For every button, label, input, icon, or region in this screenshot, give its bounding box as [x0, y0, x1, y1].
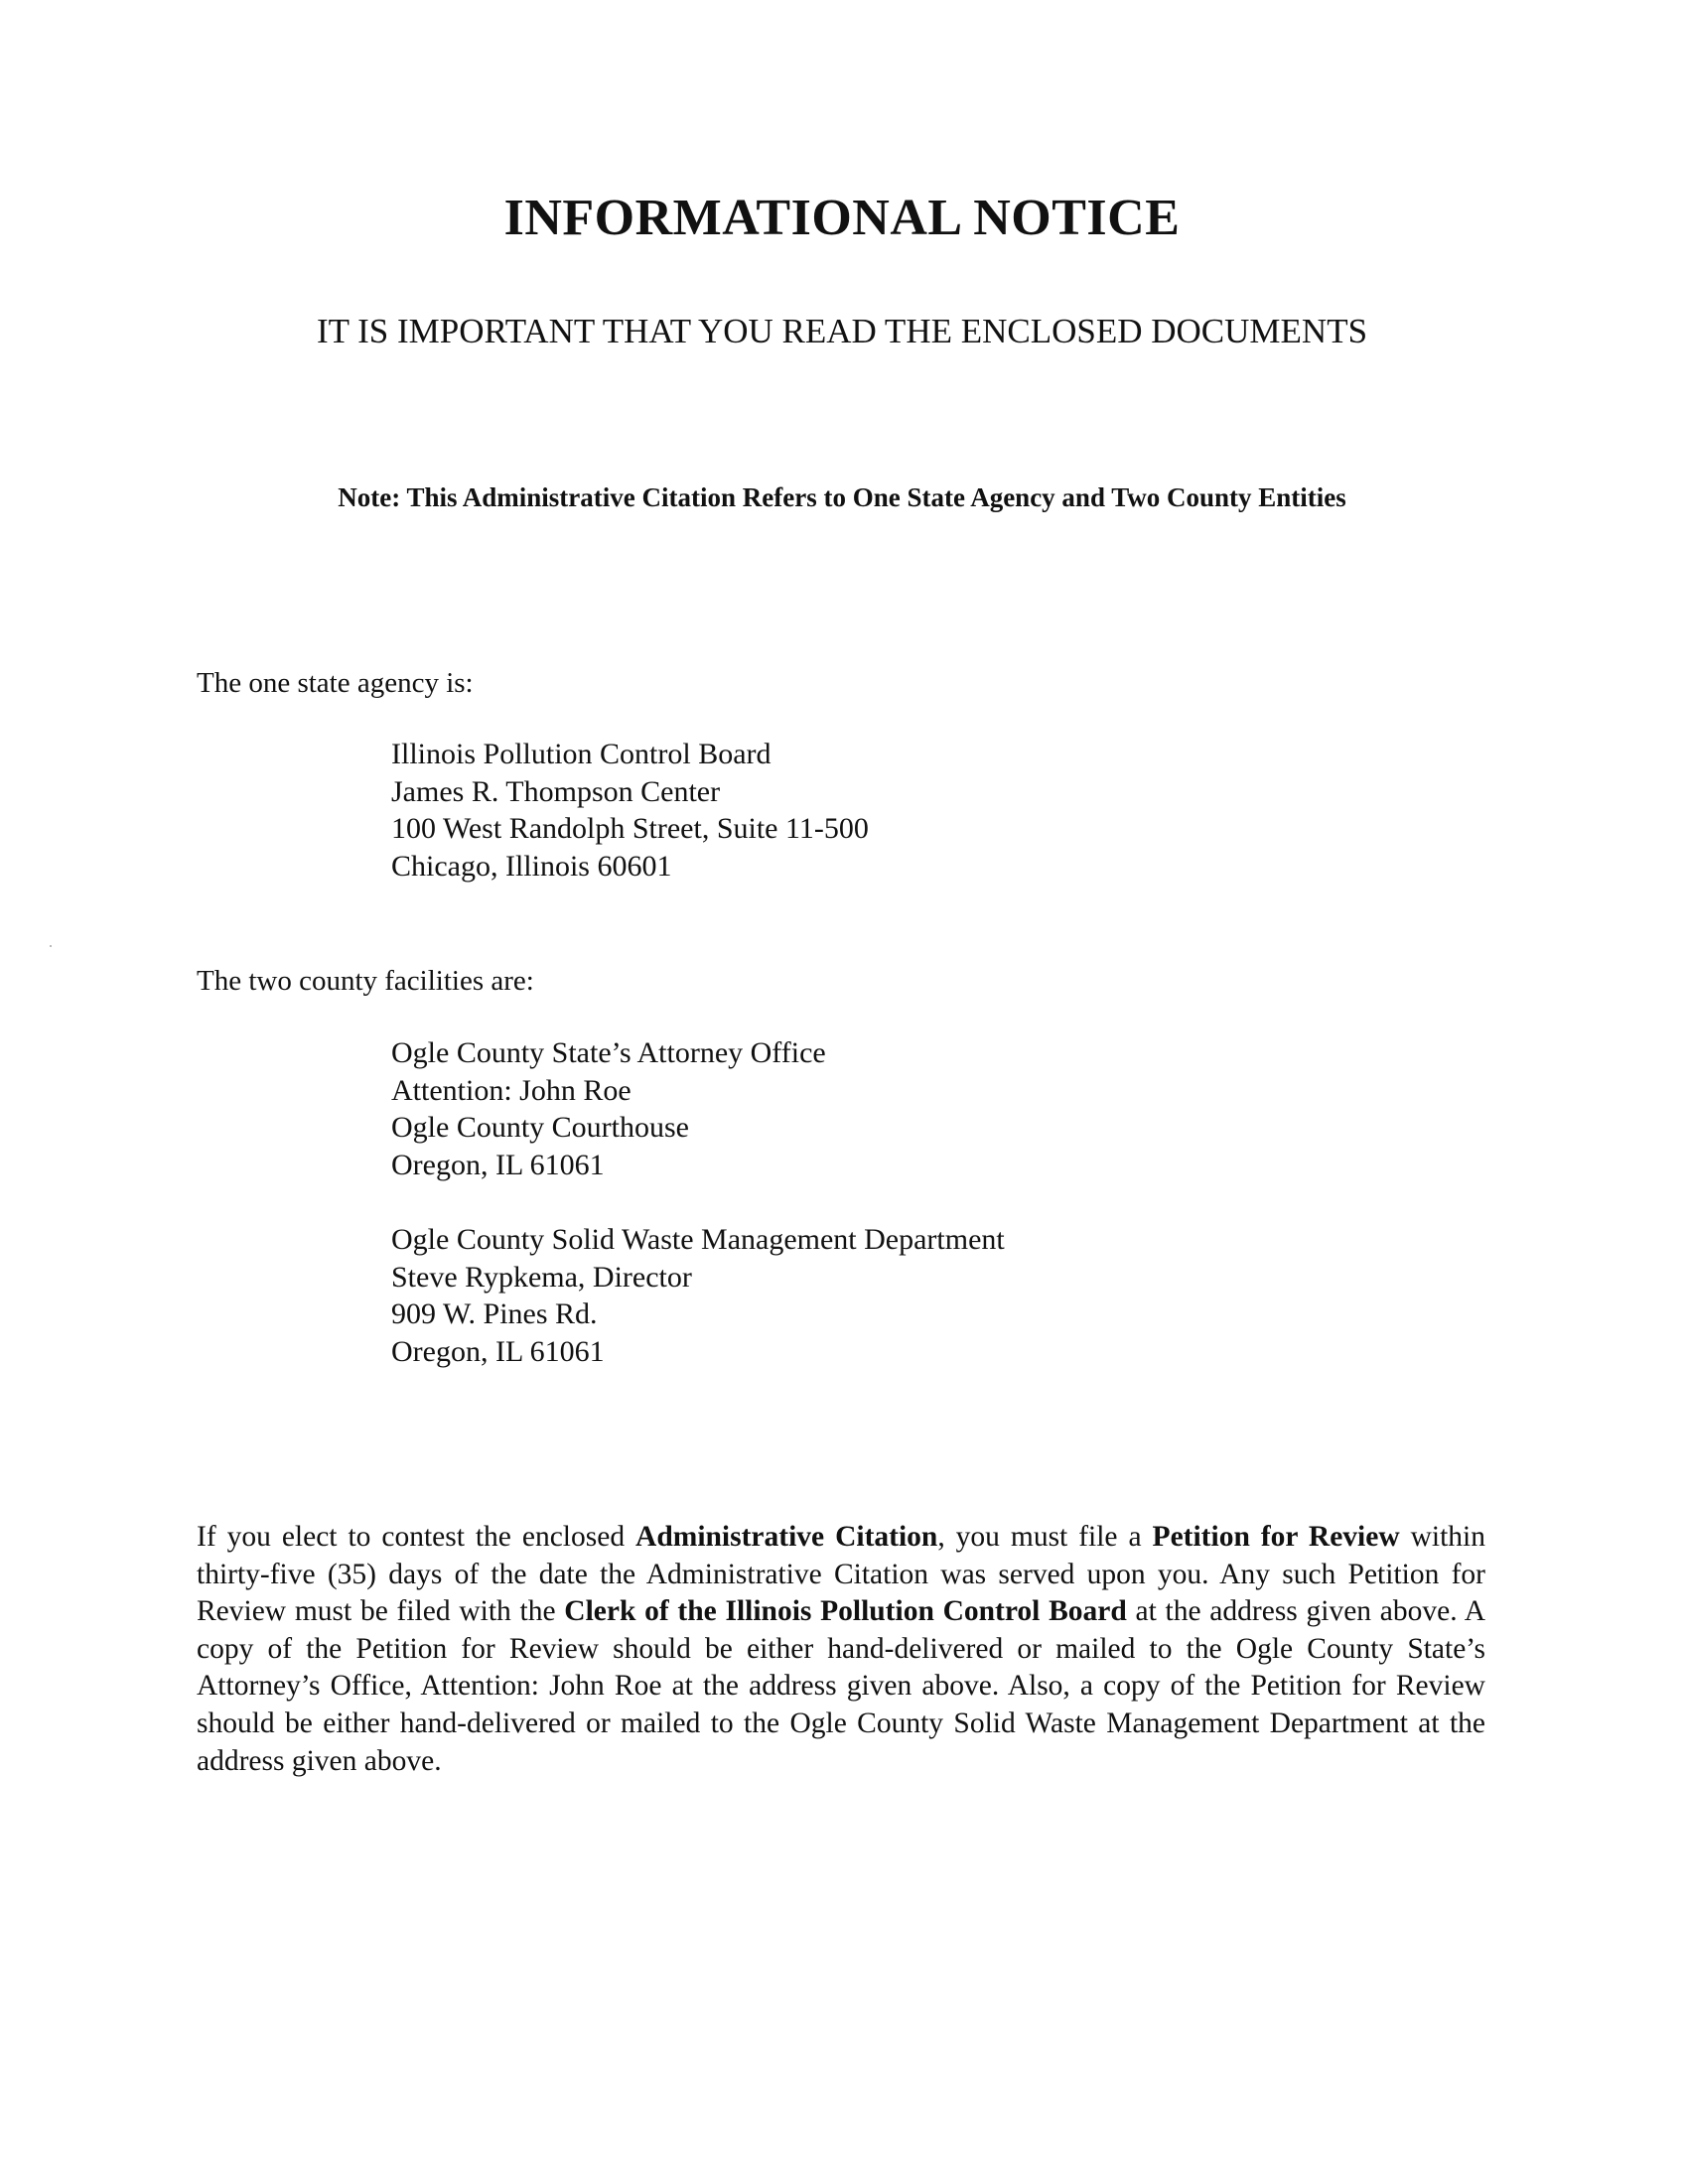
paragraph-text: If you elect to contest the enclosed [197, 1521, 636, 1553]
county-facilities-intro: The two county facilities are: [197, 965, 534, 997]
address-line: Steve Rypkema, Director [391, 1260, 692, 1294]
address-line: Oregon, IL 61061 [391, 1148, 605, 1181]
notice-subtitle: IT IS IMPORTANT THAT YOU READ THE ENCLOSED DOCUMENTS [316, 312, 1368, 350]
county-facility-address-1 [391, 1034, 826, 1183]
state-agency-address [391, 736, 869, 885]
address-line: Illinois Pollution Control Board [391, 738, 772, 770]
state-agency-intro: The one state agency is: [197, 667, 474, 699]
paragraph-bold-text: Clerk of the Illinois Pollution Control Board [564, 1595, 1127, 1628]
petition-instructions-paragraph [197, 1519, 1485, 1780]
paragraph-text: at the address given above. A copy of the Petition for Review should be either hand-delivered or mailed to the Ogle County State’s Attorney’s Office, Attention: John Roe at the address given above. Also, a copy of the Petition for Review should be either hand-delivered or mailed to the Ogle County Solid Waste Management Department at the address given above. [197, 1595, 1486, 1777]
address-line: Ogle County Solid Waste Management Department [391, 1223, 1005, 1256]
paragraph-text: , you must file a [937, 1521, 1153, 1553]
address-line: James R. Thompson Center [391, 774, 721, 808]
citation-note: Note: This Administrative Citation Refers to One State Agency and Two County Entities [338, 482, 1346, 512]
paragraph-bold-text: Petition for Review [1152, 1521, 1400, 1553]
address-line: Ogle County Courthouse [391, 1111, 689, 1144]
notice-title: INFORMATIONAL NOTICE [503, 190, 1181, 246]
address-line: Ogle County State’s Attorney Office [391, 1036, 826, 1069]
address-line: 909 W. Pines Rd. [391, 1297, 598, 1330]
address-line: Oregon, IL 61061 [391, 1334, 605, 1368]
address-line: Attention: John Roe [391, 1073, 632, 1107]
paragraph-text: within thirty-five (35) days of the date the Administrative Citation was served upon you. Any such Petition for Review must be filed with the [197, 1521, 1486, 1628]
address-line: 100 West Randolph Street, Suite 11-500 [391, 812, 869, 845]
paragraph-bold-text: Administrative Citation [635, 1521, 938, 1553]
address-line: Chicago, Illinois 60601 [391, 849, 672, 883]
scan-speck [50, 945, 52, 947]
county-facility-address-2 [391, 1221, 1005, 1370]
